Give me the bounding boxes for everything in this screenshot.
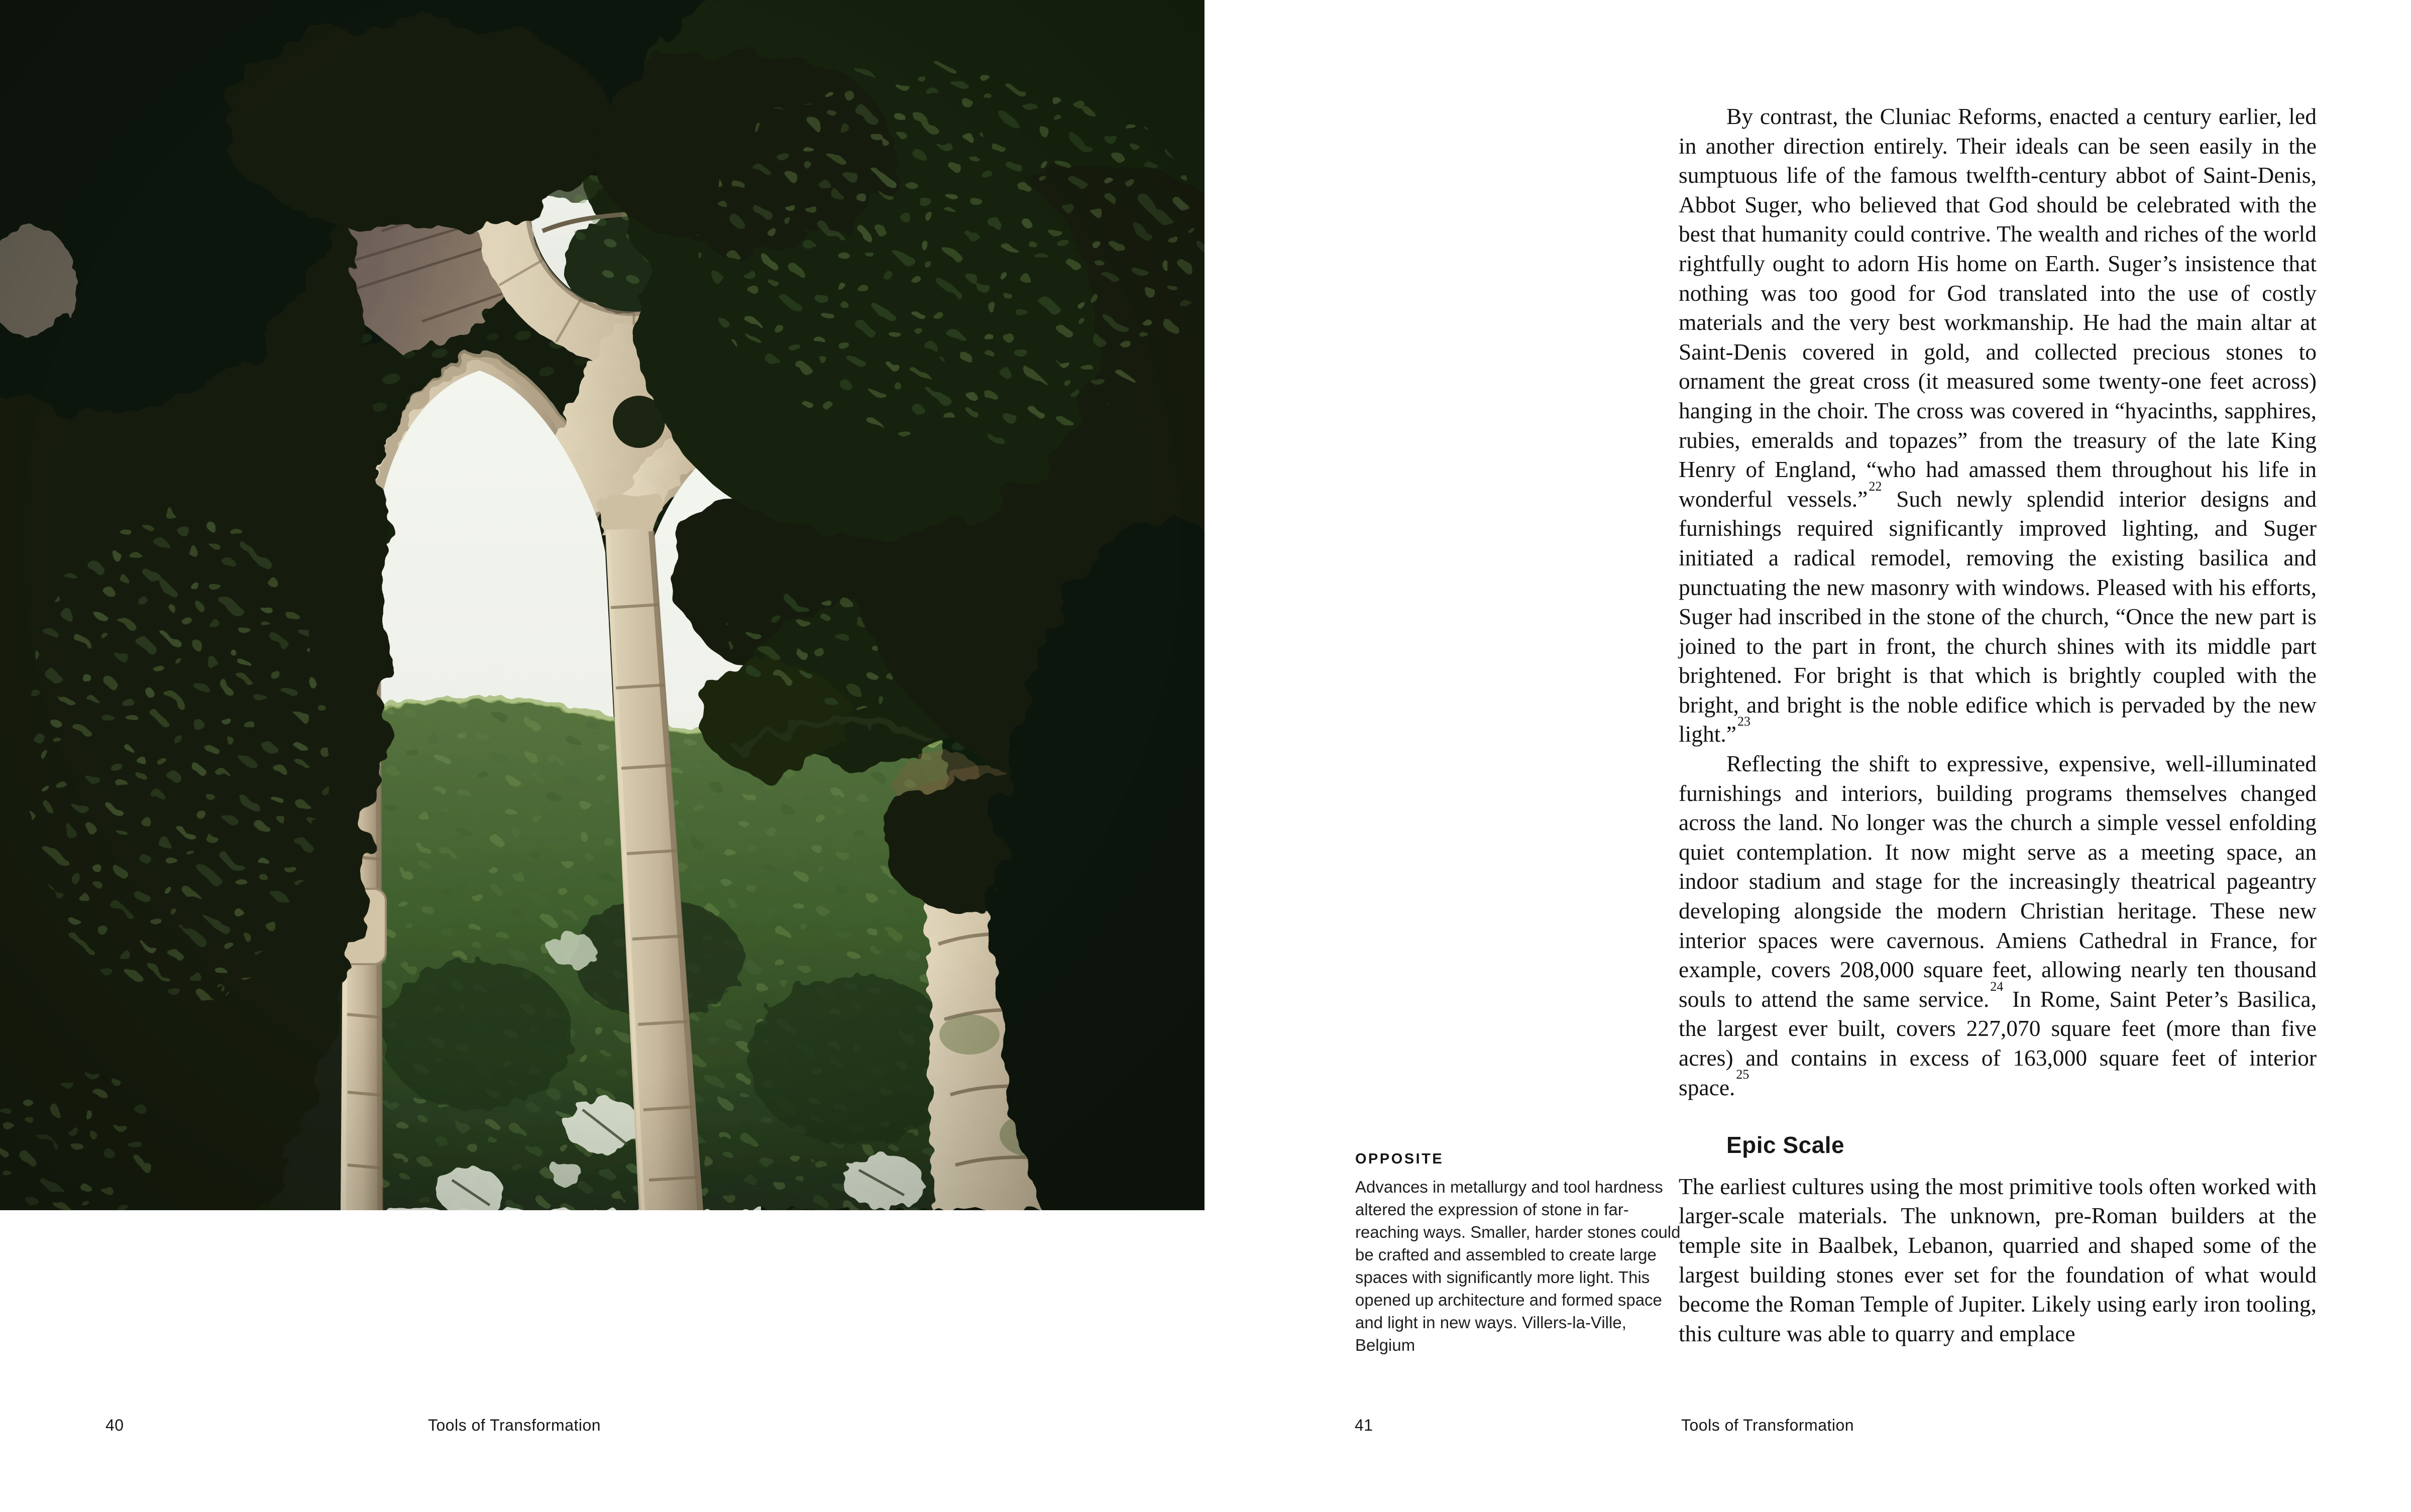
page-number-left: 40 [105, 1416, 124, 1434]
body-paragraph: Reflecting the shift to expressive, expensive, well-illuminated furnishings and interiors, building programs themselves changed across the land. No longer was the church a simple vessel enfolding quiet contemplation. It now might serve as a meeting space, an indoor stadium and stage for the increasingly theatrical pageantry developing alongside the modern Christian heritage. These new interior spaces were cavernous. Amiens Cathedral in France, for example, covers 208,000 square feet, allowing nearly ten thousand souls to attend the same service.$^{24}$ In Rome, Saint Peter’s Basilica, the largest ever built, covers 227,070 square feet (more than five acres) and contains in excess of 163,000 square feet of interior space.$^{25}$ [1679, 751, 2317, 1100]
body-paragraph: The earliest cultures using the most primitive tools often worked with larger-scale materials. The unknown, pre-Roman builders at the temple site in Baalbek, Lebanon, quarried and shaped some of the largest building stones ever set for the foundation of what would become the Roman Temple of Jupiter. Likely using early iron tooling, this culture was able to quarry and emplace [1679, 1173, 2317, 1346]
body-paragraph: By contrast, the Cluniac Reforms, enacted a century earlier, led in another direction entirely. Their ideals can be seen easily in the sumptuous life of the famous twelfth-century abbot of Saint-Denis, Abbot Suger, who believed that God should be celebrated with the best that humanity could contrive. The wealth and riches of the world rightfully ought to adorn His home on Earth. Suger’s insistence that nothing was too good for God translated into the use of costly materials and the very best workmanship. He had the main altar at Saint-Denis covered in gold, and collected precious stones to ornament the great cross (it measured some twenty-one feet across) hanging in the choir. The cross was covered in “hyacinths, sapphires, rubies, emeralds and topazes” from the treasury of the late King Henry of England, “who had amassed them throughout his life in wonderful vessels.”$^{22}$ Such newly splendid interior designs and furnishings required significantly improved lighting, and Suger initiated a radical remodel, removing the existing basilica and punctuating the new masonry with windows. Pleased with his efforts, Suger had inscribed in the stone of the church, “Once the new part is joined to the part in front, the church shines with its middle part brightened. For bright is that which is brightly coupled with the bright, and bright is the noble edifice which is pervaded by the new light.”$^{23}$ [1679, 103, 2317, 747]
footnote-reference: 25 [1736, 1067, 1749, 1082]
vignette [0, 0, 1204, 1210]
section-heading: Epic Scale [1726, 1132, 1845, 1158]
caption-label: OPPOSITE [1355, 1151, 1444, 1167]
caption-text: Advances in metallurgy and tool hardness altered the expression of stone in far-reaching ways. Smaller, harder stones could be crafted and assembled to create large spaces with significantly more light. This opened up architecture and formed space and light in new ways. Villers-la-Ville, Belgium [1355, 1178, 1681, 1354]
footnote-reference: 24 [1990, 979, 2004, 994]
body-text [1679, 102, 2317, 1348]
abbey-ruin-illustration [0, 0, 1204, 1210]
running-title-left: Tools of Transformation [428, 1416, 601, 1434]
page-number-right: 41 [1355, 1416, 1373, 1434]
abbey-ruin-photo [0, 0, 1204, 1210]
footnote-reference: 23 [1737, 714, 1750, 729]
photo-caption [1355, 1148, 1685, 1356]
running-title-right: Tools of Transformation [1681, 1416, 1854, 1434]
footnote-reference: 22 [1869, 479, 1882, 494]
